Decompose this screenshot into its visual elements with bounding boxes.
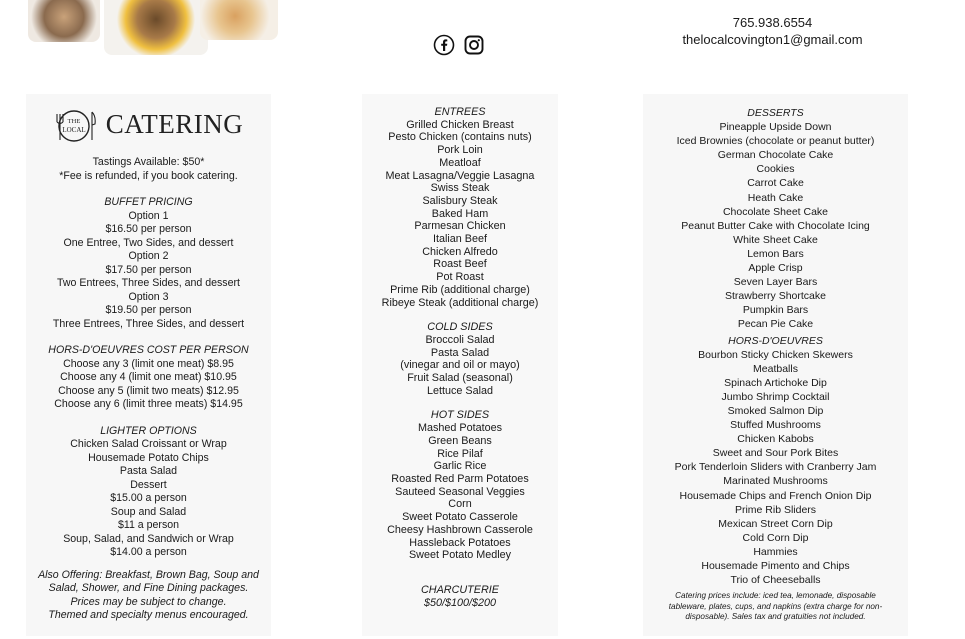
menu-line: Pasta Salad: [119, 465, 178, 477]
menu-line: Green Beans: [428, 434, 492, 447]
menu-line: Strawberry Shortcake: [725, 290, 826, 303]
hors-oeuvres-list: [643, 348, 908, 588]
svg-text:LOCAL: LOCAL: [62, 126, 86, 134]
menu-line: $17.50 per person: [105, 263, 192, 276]
menu-line: Jumbo Shrimp Cocktail: [721, 390, 830, 403]
menu-line: Chicken Kabobs: [737, 433, 814, 446]
facebook-icon[interactable]: [433, 34, 455, 56]
contact-info: [645, 14, 900, 48]
menu-line: Soup, Salad, and Sandwich or Wrap: [63, 532, 234, 545]
menu-line: $16.50 per person: [105, 223, 192, 235]
menu-line: disposable). Sales tax and gratuities not included.: [685, 612, 866, 622]
menu-line: Hassleback Potatoes: [409, 536, 511, 549]
menu-line: Parmesan Chicken: [414, 220, 506, 233]
menu-line: Lettuce Salad: [426, 384, 494, 397]
catering-title: CATERING: [105, 109, 244, 140]
menu-line: Pesto Chicken (contains nuts): [388, 131, 532, 144]
menu-line: Option 2: [128, 250, 169, 262]
menu-line: $15.00 a person: [110, 492, 187, 504]
menu-line: Catering prices include: iced tea, lemonade, disposable: [675, 591, 876, 601]
menu-line: Chicken Salad Croissant or Wrap: [70, 438, 227, 450]
menu-line: (vinegar and oil or mayo): [400, 359, 520, 372]
charcuterie-price: $50/$100/$200: [423, 596, 497, 609]
menu-line: Pot Roast: [436, 271, 484, 284]
menu-line: Three Entrees, Three Sides, and dessert: [52, 317, 245, 330]
menu-line: Pineapple Upside Down: [719, 121, 832, 134]
menu-line: Housemade Pimento and Chips: [701, 560, 850, 572]
food-photos: [28, 0, 278, 55]
cold-sides-list: [362, 334, 558, 398]
menu-line: Iced Brownies (chocolate or peanut butter): [676, 135, 875, 148]
menu-line: Spinach Artichoke Dip: [724, 376, 827, 389]
menu-line: German Chocolate Cake: [717, 149, 834, 162]
menu-line: Apple Crisp: [748, 262, 803, 275]
menu-line: Bourbon Sticky Chicken Skewers: [698, 348, 853, 361]
menu-line: Cookies: [756, 163, 795, 176]
menu-line: Pork Loin: [437, 144, 483, 157]
menu-line: Option 1: [128, 209, 169, 222]
menu-line: One Entree, Two Sides, and dessert: [63, 236, 234, 249]
menu-line: Hammies: [753, 545, 798, 558]
entrees-list: [362, 119, 558, 310]
menu-line: Italian Beef: [432, 233, 488, 246]
food-photo-burger: [104, 0, 208, 55]
menu-line: Sweet and Sour Pork Bites: [712, 447, 839, 460]
buffet-pricing-list: [26, 210, 271, 332]
menu-line: Roast Beef: [433, 258, 487, 271]
menu-line: Heath Cake: [747, 191, 804, 204]
tastings-text: Tastings Available: $50*: [92, 156, 205, 168]
menu-column: [362, 106, 558, 609]
menu-line: $19.50 per person: [105, 304, 192, 316]
hors-oeuvres-heading: HORS-D'OEUVRES: [728, 334, 823, 347]
menu-line: Baked Ham: [431, 207, 489, 220]
menu-line: Housemade Chips and French Onion Dip: [679, 489, 872, 502]
cold-sides-heading: COLD SIDES: [427, 321, 493, 334]
menu-line: Rice Pilaf: [437, 447, 483, 460]
menu-line: Sauteed Seasonal Veggies: [395, 485, 525, 498]
social-icons: [433, 34, 485, 56]
menu-line: Corn: [448, 498, 472, 511]
phone-number[interactable]: 765.938.6554: [732, 15, 813, 30]
menu-line: Trio of Cheeseballs: [730, 574, 821, 587]
menu-line: Cold Corn Dip: [742, 531, 809, 544]
menu-line: Marinated Mushrooms: [723, 475, 828, 488]
catering-header: [26, 104, 271, 146]
the-local-logo: [54, 104, 100, 146]
menu-line: Swiss Steak: [430, 182, 490, 195]
desserts-column: [643, 106, 908, 623]
menu-line: Also Offering: Breakfast, Brown Bag, Soup and: [38, 568, 259, 581]
menu-line: Sweet Potato Medley: [408, 549, 512, 562]
also-offering-note: [26, 569, 271, 623]
menu-line: Lemon Bars: [747, 247, 804, 260]
menu-line: Meat Lasagna/Veggie Lasagna: [385, 169, 535, 182]
menu-line: Prime Rib Sliders: [734, 503, 817, 516]
email-address[interactable]: thelocalcovington1@gmail.com: [682, 32, 863, 47]
menu-line: Pumpkin Bars: [742, 304, 809, 317]
menu-line: White Sheet Cake: [733, 233, 818, 246]
menu-line: Prices may be subject to change.: [70, 595, 227, 608]
desserts-list: [643, 120, 908, 331]
hot-sides-list: [362, 422, 558, 562]
hot-sides-heading: HOT SIDES: [430, 409, 490, 422]
menu-line: Pecan Pie Cake: [737, 318, 814, 331]
menu-line: Pork Tenderloin Sliders with Cranberry Jam: [674, 461, 877, 474]
fee-note: *Fee is refunded, if you book catering.: [59, 169, 238, 182]
menu-line: Choose any 5 (limit two meats) $12.95: [58, 384, 239, 397]
menu-line: Salad, Shower, and Fine Dining packages.: [48, 582, 249, 594]
menu-line: Dessert: [130, 478, 167, 491]
food-photo-sandwich: [200, 0, 278, 40]
menu-line: Broccoli Salad: [425, 333, 495, 346]
menu-line: Seven Layer Bars: [733, 276, 818, 289]
menu-line: Mexican Street Corn Dip: [718, 517, 833, 530]
food-photo-salad: [28, 0, 100, 42]
svg-text:THE: THE: [67, 118, 81, 125]
hors-cost-list: [26, 358, 271, 412]
menu-line: Meatballs: [753, 362, 798, 375]
lighter-options-heading: LIGHTER OPTIONS: [100, 424, 197, 437]
menu-line: Mashed Potatoes: [417, 422, 503, 435]
menu-line: Meatloaf: [439, 156, 481, 169]
menu-line: Two Entrees, Three Sides, and dessert: [57, 277, 240, 289]
menu-line: Salisbury Steak: [422, 194, 498, 207]
menu-line: tableware, plates, cups, and napkins (extra charge for non-: [668, 601, 883, 611]
menu-line: Fruit Salad (seasonal): [407, 372, 513, 385]
menu-line: $14.00 a person: [110, 546, 187, 558]
menu-line: Cheesy Hashbrown Casserole: [387, 523, 533, 536]
menu-line: Grilled Chicken Breast: [406, 118, 514, 131]
menu-line: Carrot Cake: [747, 177, 804, 190]
menu-line: Stuffed Mushrooms: [730, 419, 821, 432]
menu-line: Soup and Salad: [110, 505, 187, 518]
menu-line: Roasted Red Parm Potatoes: [391, 472, 529, 485]
instagram-icon[interactable]: [463, 34, 485, 56]
menu-line: $11 a person: [117, 519, 180, 531]
lighter-options-list: [26, 438, 271, 560]
menu-line: Peanut Butter Cake with Chocolate Icing: [681, 219, 870, 232]
entrees-heading: ENTREES: [434, 106, 486, 118]
menu-line: Choose any 6 (limit three meats) $14.95: [54, 398, 243, 410]
menu-line: Ribeye Steak (additional charge): [381, 296, 539, 309]
buffet-pricing-heading: BUFFET PRICING: [104, 196, 193, 208]
menu-line: Prime Rib (additional charge): [390, 283, 530, 296]
menu-line: Garlic Rice: [433, 460, 487, 473]
menu-line: Themed and specialty menus encouraged.: [48, 609, 249, 621]
menu-line: Pasta Salad: [430, 346, 490, 359]
menu-line: Housemade Potato Chips: [88, 451, 209, 464]
menu-line: Choose any 4 (limit one meat) $10.95: [60, 371, 237, 383]
desserts-heading: DESSERTS: [747, 107, 804, 119]
hors-cost-heading: HORS-D'OEUVRES COST PER PERSON: [48, 344, 249, 356]
menu-line: Smoked Salmon Dip: [727, 404, 824, 417]
menu-line: Chocolate Sheet Cake: [722, 205, 829, 218]
pricing-column: [26, 100, 271, 623]
menu-line: Choose any 3 (limit one meat) $8.95: [63, 357, 234, 370]
menu-line: Sweet Potato Casserole: [402, 511, 518, 524]
fine-print: [643, 591, 908, 623]
menu-line: Option 3: [128, 290, 169, 303]
menu-line: Chicken Alfredo: [422, 245, 498, 258]
charcuterie-heading: CHARCUTERIE: [421, 583, 499, 596]
